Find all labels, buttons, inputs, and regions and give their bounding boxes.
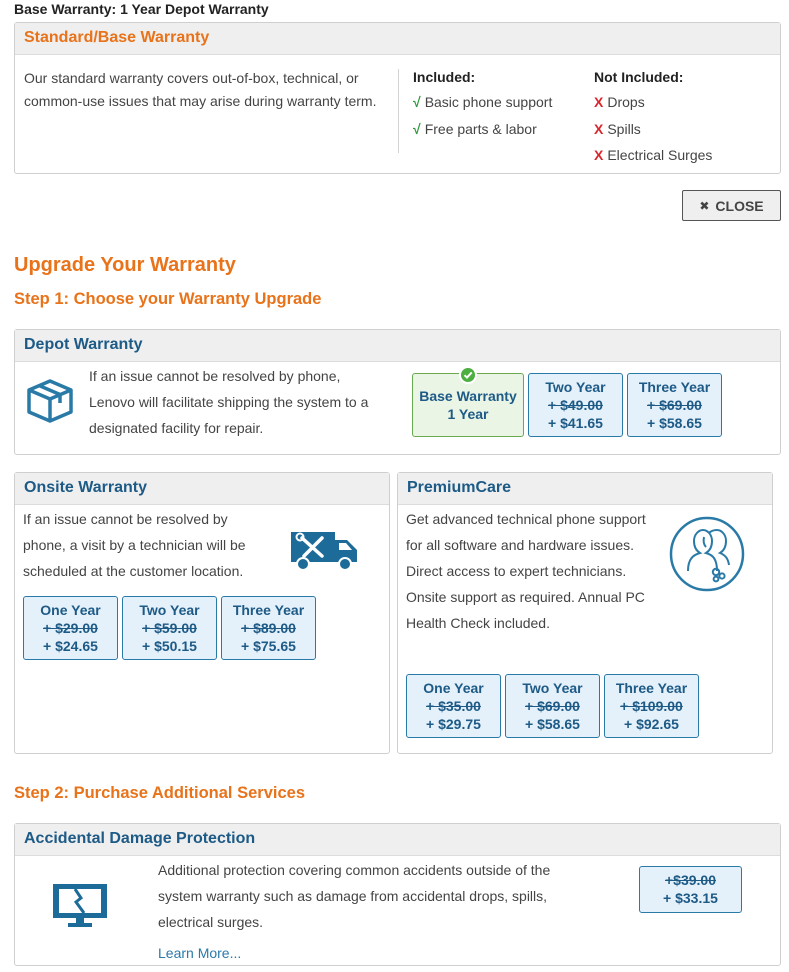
option-old-price: + $69.00: [525, 698, 580, 714]
depot-description: If an issue cannot be resolved by phone, Lenovo will facilitate shipping the system to a designated facility for repair.: [89, 368, 369, 436]
option-old-price: + $59.00: [142, 620, 197, 636]
option-old-price: + $69.00: [647, 397, 702, 413]
option-old-price: + $35.00: [426, 698, 481, 714]
base-warranty-label: Base Warranty: 1 Year Depot Warranty: [14, 1, 269, 17]
x-icon: X: [594, 120, 604, 137]
list-item: [594, 144, 712, 171]
not-included-list: [594, 67, 712, 171]
option-label: Three Year: [232, 602, 305, 618]
check-icon: √: [413, 120, 421, 137]
option-old-price: + $109.00: [620, 698, 683, 714]
option-old-price: + $29.00: [43, 620, 98, 636]
option-label: Base Warranty: [419, 388, 517, 404]
close-button-label: CLOSE: [715, 197, 764, 214]
premiumcare-option-one-year[interactable]: [406, 674, 501, 738]
upgrade-heading: Upgrade Your Warranty: [14, 254, 236, 276]
option-label: Three Year: [638, 379, 711, 395]
divider: [398, 69, 399, 153]
option-new-price: + $58.65: [647, 415, 702, 431]
option-new-price: + $41.65: [548, 415, 603, 431]
selected-check-icon: [459, 366, 477, 384]
depot-option-two-year[interactable]: [528, 373, 623, 437]
onsite-option-three-year[interactable]: [221, 596, 316, 660]
technicians-icon: [668, 515, 746, 593]
depot-option-three-year[interactable]: [627, 373, 722, 437]
standard-warranty-panel: [14, 22, 781, 174]
option-new-price: + $75.65: [241, 638, 296, 654]
included-list: [413, 67, 552, 144]
accidental-damage-title: Accidental Damage Protection: [15, 824, 780, 856]
onsite-option-two-year[interactable]: [122, 596, 217, 660]
included-item-label: Free parts & labor: [424, 120, 537, 137]
option-label: Two Year: [139, 602, 200, 618]
option-old-price: + $49.00: [548, 397, 603, 413]
included-item-label: Basic phone support: [424, 94, 553, 110]
option-label: Two Year: [522, 680, 583, 696]
depot-warranty-title: Depot Warranty: [15, 330, 780, 362]
option-sub: 1 Year: [447, 406, 489, 422]
onsite-description: If an issue cannot be resolved by phone, a visit by a technician will be scheduled at the customer location.: [23, 511, 246, 579]
accidental-damage-description: Additional protection covering common accidents outside of the system warranty such as damage from accidental drops, spills, electrical surges.: [158, 862, 551, 930]
premiumcare-title: PremiumCare: [398, 473, 772, 505]
close-button[interactable]: [682, 190, 781, 221]
accidental-damage-option[interactable]: [639, 866, 742, 913]
not-included-item-label: Spills: [607, 120, 641, 137]
x-icon: X: [594, 147, 604, 163]
list-item: [413, 118, 552, 145]
option-new-price: + $92.65: [624, 716, 679, 732]
step1-heading: Step 1: Choose your Warranty Upgrade: [14, 290, 322, 308]
standard-warranty-description: Our standard warranty covers out-of-box, technical, or common-use issues that may arise during warranty term.: [24, 70, 377, 109]
depot-option-base[interactable]: [412, 373, 524, 437]
close-icon: ✖: [699, 198, 710, 213]
list-item: [413, 91, 552, 118]
option-label: Three Year: [615, 680, 688, 696]
broken-monitor-icon: [51, 882, 109, 928]
option-new-price: + $24.65: [43, 638, 98, 654]
not-included-item-label: Drops: [607, 94, 645, 110]
option-label: One Year: [423, 680, 484, 696]
learn-more-link[interactable]: Learn More...: [158, 945, 242, 961]
list-item: [594, 118, 712, 145]
onsite-warranty-panel: [14, 472, 390, 754]
service-truck-icon: [291, 532, 359, 572]
option-old-price: +$39.00: [665, 872, 716, 888]
premiumcare-panel: [397, 472, 773, 754]
not-included-heading: Not Included:: [594, 69, 684, 85]
depot-warranty-panel: [14, 329, 781, 455]
option-new-price: + $58.65: [525, 716, 580, 732]
option-label: Two Year: [545, 379, 606, 395]
option-new-price: + $33.15: [663, 890, 718, 906]
option-new-price: + $29.75: [426, 716, 481, 732]
option-old-price: + $89.00: [241, 620, 296, 636]
not-included-item-label: Electrical Surges: [607, 147, 713, 163]
onsite-option-one-year[interactable]: [23, 596, 118, 660]
box-icon: [25, 376, 75, 424]
premiumcare-description: Get advanced technical phone support for all software and hardware issues. Direct access to expert technicians. Onsite support as required. Annual PC Health Check included.: [406, 511, 646, 631]
option-new-price: + $50.15: [142, 638, 197, 654]
option-label: One Year: [40, 602, 101, 618]
premiumcare-option-two-year[interactable]: [505, 674, 600, 738]
included-heading: Included:: [413, 69, 476, 85]
x-icon: X: [594, 94, 604, 110]
onsite-warranty-title: Onsite Warranty: [15, 473, 389, 505]
step2-heading: Step 2: Purchase Additional Services: [14, 784, 305, 802]
accidental-damage-panel: [14, 823, 781, 966]
standard-warranty-title: Standard/Base Warranty: [15, 23, 780, 55]
check-icon: √: [413, 94, 421, 110]
list-item: [594, 91, 712, 118]
premiumcare-option-three-year[interactable]: [604, 674, 699, 738]
